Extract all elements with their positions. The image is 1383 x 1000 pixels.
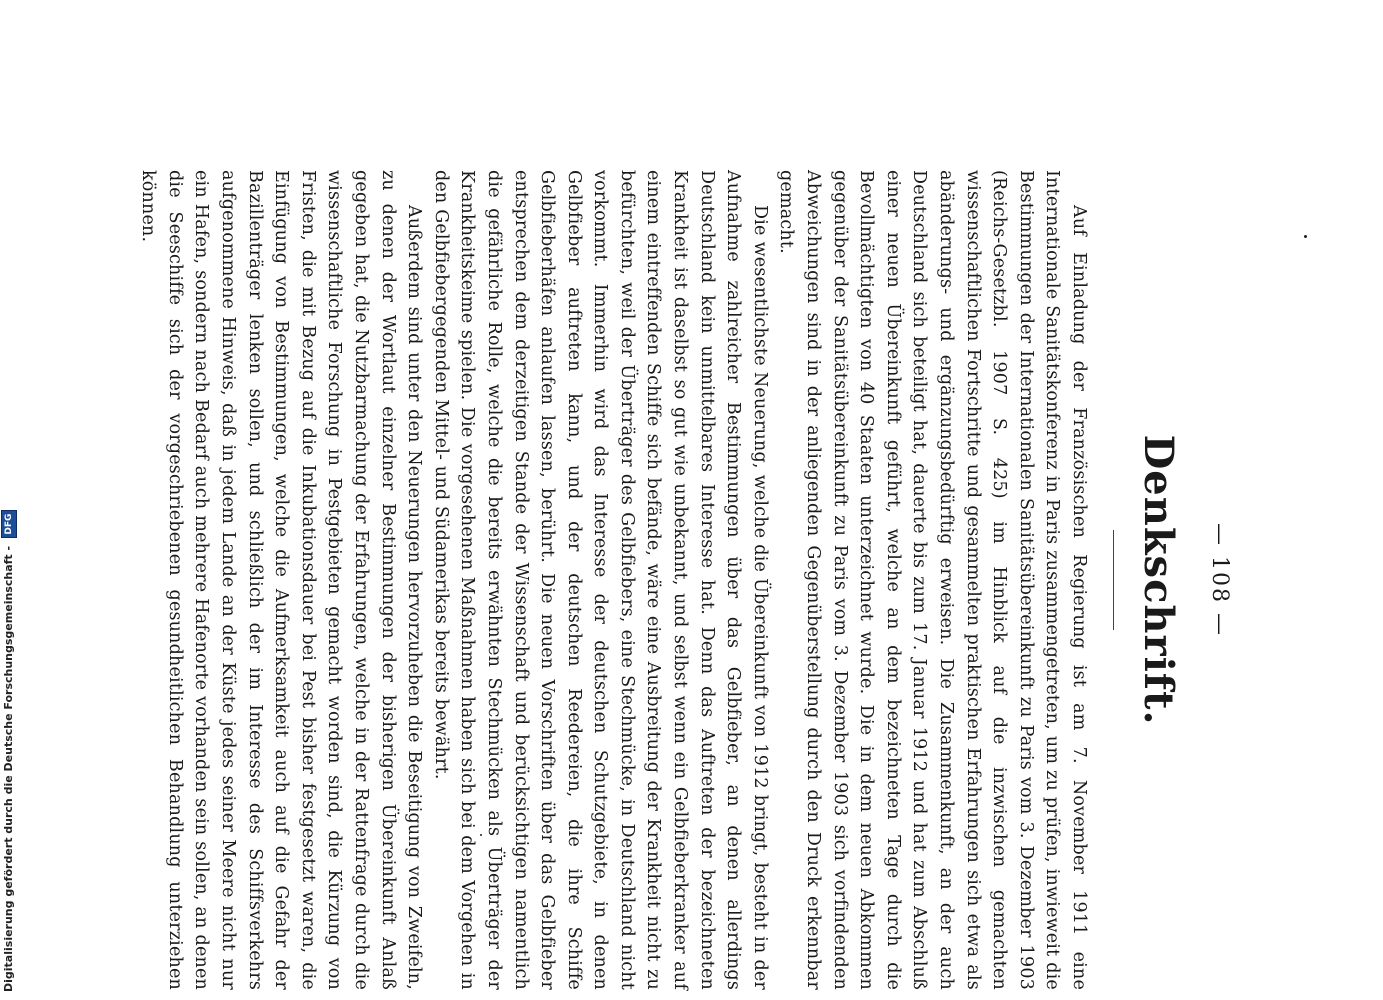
page-number: — 108 — <box>1207 523 1232 637</box>
dfg-logo: DFG <box>1 510 17 538</box>
title-divider <box>1113 530 1114 630</box>
dfg-funding-notice <box>0 2 18 992</box>
scan-speck <box>1304 235 1307 238</box>
scan-speck <box>480 834 482 836</box>
paragraph-2: Die wesentlichste Neuerung, welche die Übereinkunft von 1912 bringt, besteht in der Aufnahme zahlreicher Bestimmungen über das Gelbfieber, an denen allerdings Deutschland kein unmittelbares Interesse hat. Denn das Auftreten der bezeichneten Krankheit ist daselbst so gut wie unbekannt, und selbst wenn ein Gelbfieberkranker auf einem eintreffenden Schiffe sich befände, wäre eine Ausbreitung der Krankheit nicht zu befürchten, weil der Überträger des Gelbfiebers, eine Stechmücke, in Deutschland nicht vorkommt. Immerhin wird das Interesse der deutschen Schutzgebiete, in denen Gelbfieber auftreten kann, und der deutschen Reedereien, die ihre Schiffe Gelbfieberhäfen anlaufen lassen, berührt. Die neuen Vorschriften über das Gelbfieber entsprechen dem derzeitigen Stande der Wissenschaft und berücksichtigen namentlich die gefährliche Rolle, welche die bereits erwähnten Stechmücken als Überträger der Krankheitskeime spielen. Die vorgesehenen Maßnahmen haben sich bei dem Vorgehen in den Gelbfiebergegenden Mittel- und Südamerikas bereits bewährt. <box>430 170 770 990</box>
document-title: Denkschrift. <box>1135 434 1182 726</box>
paragraph-3: Außerdem sind unter den Neuerungen hervorzuheben die Beseitigung von Zweifeln, zu denen der Wortlaut einzelner Bestimmungen der bisherigen Übereinkunft Anlaß gegeben hat, die Nutzbarmachung der Erfahrungen, welche in der Rattenfrage durch die wissenschaftliche Forschung in Pestgebieten gemacht worden sind, die Kürzung von Fristen, die mit Bezug auf die Inkubationsdauer bei Pest bisher festgesetzt waren, die Einfügung von Bestimmungen, welche die Aufmerksamkeit auch auf die Gefahr der Bazillenträger lenken sollen, und schließlich der im Interesse des Schiffsverkehrs aufgenommene Hinweis, daß in jedem Lande an der Küste jedes seiner Meere nicht nur ein Hafen, sondern nach Bedarf auch mehrere Hafenorte vorhanden sein sollen, an denen die Seeschiffe sich der vorgeschriebenen gesundheitlichen Behandlung unterziehen können. <box>138 170 425 990</box>
paragraph-1: Auf Einladung der Französischen Regierung ist am 7. November 1911 eine Internationale Sanitätskonferenz in Paris zusammengetreten, um zu prüfen, inwieweit die Bestimmungen der Internationalen Sanitätsübereinkunft zu Paris vom 3. Dezember 1903 (Reichs-Gesetzbl. 1907 S. 425) im Hinblick auf die inzwischen gemachten wissenschaftlichen Fortschritte und gesammelten praktischen Erfahrungen sich etwa als abänderungs- und ergänzungsbedürftig erweisen. Die Zusammenkunft, an der auch Deutschland sich beteiligt hat, dauerte bis zum 17. Januar 1912 und hat zum Abschluß einer neuen Übereinkunft geführt, welche an dem bezeichneten Tage durch die Bevollmächtigten von 40 Staaten unterzeichnet wurde. Die in dem neuen Abkommen gegenüber der Sanitätsübereinkunft zu Paris vom 3. Dezember 1903 sich vorfindenden Abweichungen sind in der anliegenden Gegenüberstellung durch den Druck erkennbar gemacht. <box>776 170 1089 990</box>
rotated-scan-page <box>107 170 1232 990</box>
funding-notice-text: Digitalisierung gefördert durch die Deutsche Forschungsgemeinschaft - <box>2 545 15 992</box>
document-body <box>135 170 1092 990</box>
